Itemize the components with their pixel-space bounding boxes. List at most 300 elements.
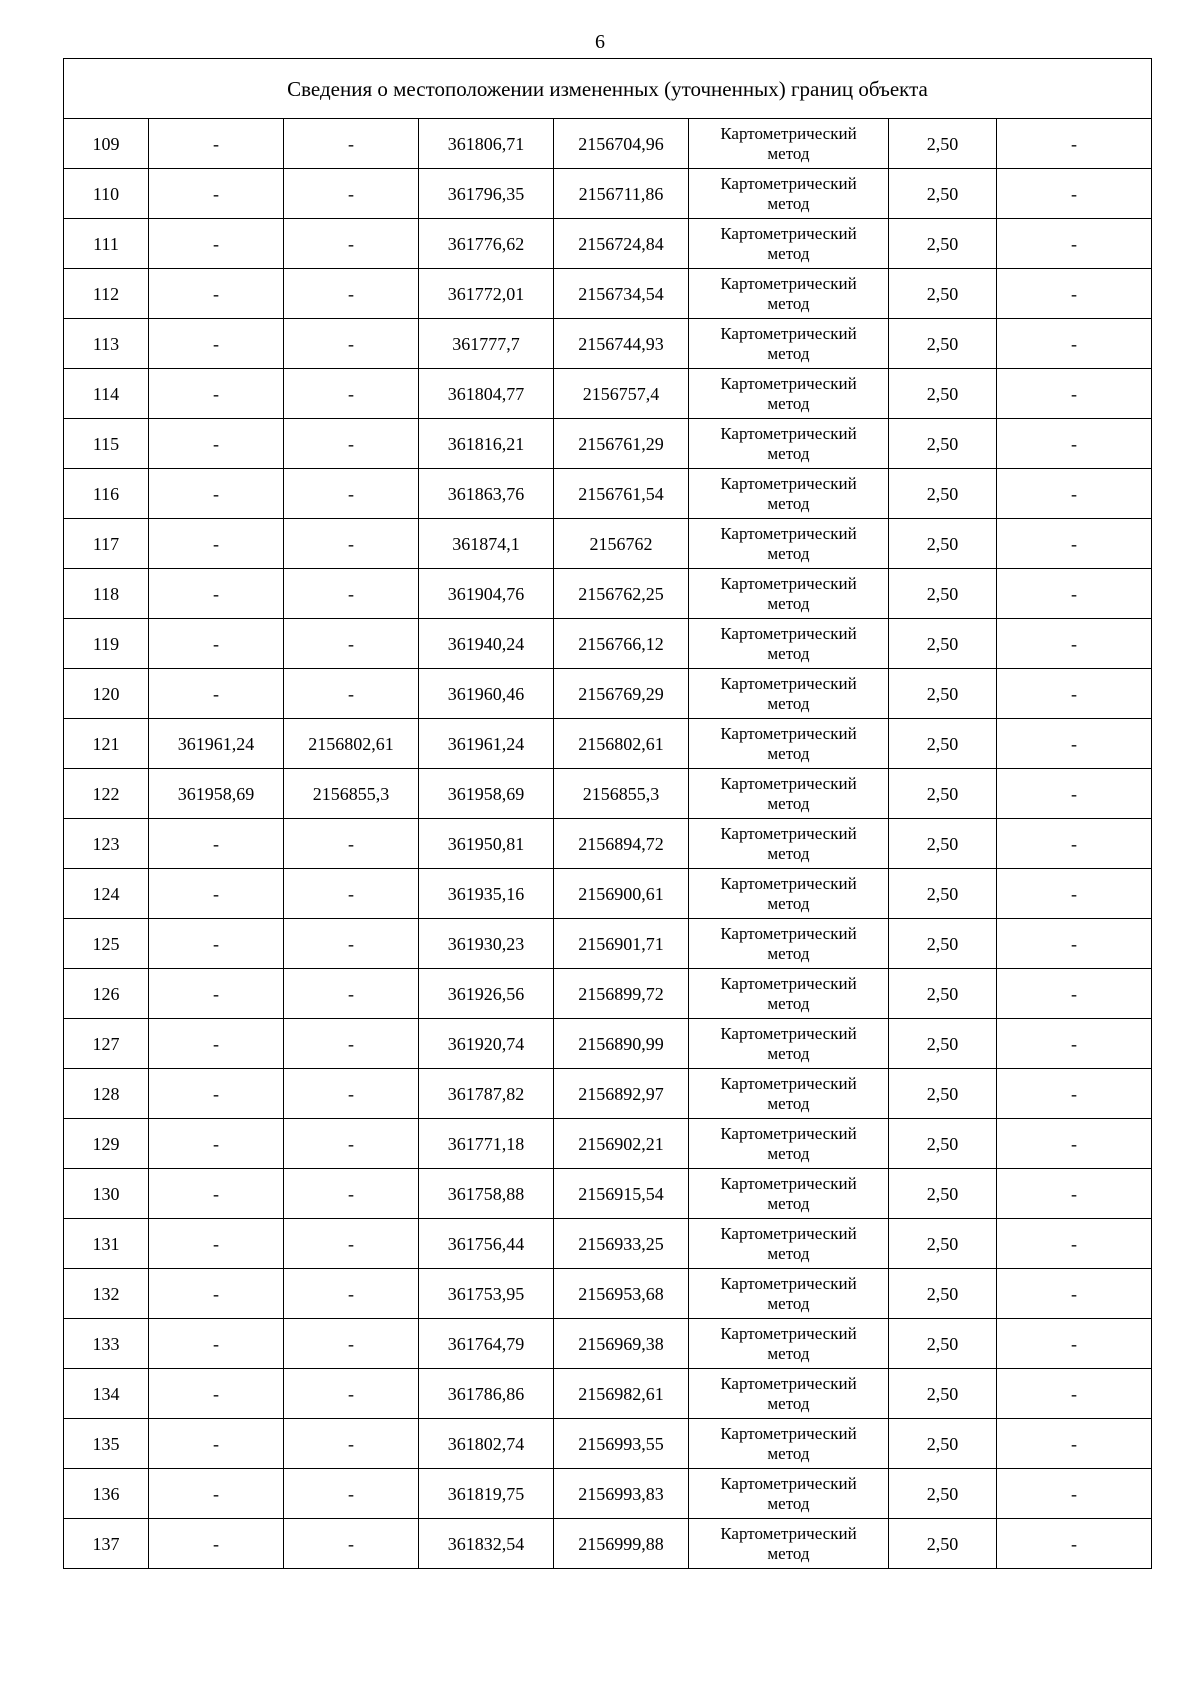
new-y-cell: 2156802,61 [554,719,689,769]
old-x-cell: - [149,419,284,469]
accuracy-cell: 2,50 [889,569,997,619]
point-number-cell: 110 [64,169,149,219]
new-y-cell: 2156744,93 [554,319,689,369]
accuracy-cell: 2,50 [889,1269,997,1319]
table-body [64,59,1152,1569]
accuracy-cell: 2,50 [889,1169,997,1219]
old-y-cell: - [284,1519,419,1569]
point-number-cell: 126 [64,969,149,1019]
new-x-cell: 361832,54 [419,1519,554,1569]
old-x-cell: - [149,1419,284,1469]
method-line1: Картометрический [720,523,857,543]
new-y-cell: 2156982,61 [554,1369,689,1419]
old-x-cell: - [149,869,284,919]
method-cell [689,1369,889,1419]
method-cell [689,969,889,1019]
old-y-cell: - [284,1119,419,1169]
new-x-cell: 361804,77 [419,369,554,419]
old-x-cell: - [149,569,284,619]
method-line1: Картометрический [720,623,857,643]
point-number-cell: 118 [64,569,149,619]
point-number-cell: 127 [64,1019,149,1069]
method-line1: Картометрический [720,473,857,493]
table-row [64,1069,1152,1119]
point-number-cell: 113 [64,319,149,369]
description-cell: - [997,969,1152,1019]
page-number: 6 [595,31,605,53]
method-cell [689,819,889,869]
table-row [64,869,1152,919]
method-line2: метод [767,193,810,213]
method-cell [689,119,889,169]
description-cell: - [997,919,1152,969]
method-line2: метод [767,1443,810,1463]
description-cell: - [997,119,1152,169]
method-cell [689,1219,889,1269]
method-line2: метод [767,793,810,813]
accuracy-cell: 2,50 [889,419,997,469]
old-x-cell: - [149,519,284,569]
new-y-cell: 2156901,71 [554,919,689,969]
accuracy-cell: 2,50 [889,719,997,769]
new-y-cell: 2156953,68 [554,1269,689,1319]
old-x-cell: - [149,369,284,419]
new-x-cell: 361874,1 [419,519,554,569]
point-number-cell: 115 [64,419,149,469]
description-cell: - [997,1319,1152,1369]
point-number-cell: 109 [64,119,149,169]
method-line1: Картометрический [720,1473,857,1493]
description-cell: - [997,1169,1152,1219]
new-x-cell: 361771,18 [419,1119,554,1169]
method-line1: Картометрический [720,973,857,993]
table-row [64,819,1152,869]
accuracy-cell: 2,50 [889,319,997,369]
new-y-cell: 2156894,72 [554,819,689,869]
old-y-cell: - [284,669,419,719]
method-line1: Картометрический [720,173,857,193]
old-y-cell: - [284,819,419,869]
table-title-row [64,59,1152,119]
new-x-cell: 361961,24 [419,719,554,769]
new-y-cell: 2156762,25 [554,569,689,619]
method-line2: метод [767,593,810,613]
new-y-cell: 2156915,54 [554,1169,689,1219]
new-x-cell: 361816,21 [419,419,554,469]
old-x-cell: - [149,1119,284,1169]
accuracy-cell: 2,50 [889,519,997,569]
table-row [64,1019,1152,1069]
method-cell [689,669,889,719]
table-row [64,919,1152,969]
description-cell: - [997,1119,1152,1169]
old-y-cell: - [284,219,419,269]
table-row [64,419,1152,469]
new-x-cell: 361764,79 [419,1319,554,1369]
new-x-cell: 361920,74 [419,1019,554,1069]
new-x-cell: 361930,23 [419,919,554,969]
accuracy-cell: 2,50 [889,1519,997,1569]
old-y-cell: - [284,1369,419,1419]
description-cell: - [997,769,1152,819]
description-cell: - [997,869,1152,919]
method-line2: метод [767,393,810,413]
description-cell: - [997,719,1152,769]
accuracy-cell: 2,50 [889,1119,997,1169]
accuracy-cell: 2,50 [889,1019,997,1069]
table-row [64,619,1152,669]
new-x-cell: 361787,82 [419,1069,554,1119]
new-x-cell: 361776,62 [419,219,554,269]
new-x-cell: 361806,71 [419,119,554,169]
new-y-cell: 2156724,84 [554,219,689,269]
table-row [64,669,1152,719]
method-line1: Картометрический [720,1073,857,1093]
old-y-cell: - [284,969,419,1019]
old-y-cell: - [284,1069,419,1119]
method-cell [689,1469,889,1519]
old-y-cell: - [284,519,419,569]
table-title: Сведения о местоположении измененных (уточненных) границ объекта [64,59,1152,119]
point-number-cell: 120 [64,669,149,719]
description-cell: - [997,1019,1152,1069]
method-cell [689,719,889,769]
new-x-cell: 361786,86 [419,1369,554,1419]
accuracy-cell: 2,50 [889,619,997,669]
accuracy-cell: 2,50 [889,169,997,219]
method-line2: метод [767,843,810,863]
table-row [64,469,1152,519]
method-cell [689,1519,889,1569]
new-x-cell: 361758,88 [419,1169,554,1219]
old-x-cell: - [149,1169,284,1219]
method-cell [689,619,889,669]
new-y-cell: 2156902,21 [554,1119,689,1169]
method-line2: метод [767,1043,810,1063]
point-number-cell: 122 [64,769,149,819]
description-cell: - [997,319,1152,369]
old-x-cell: - [149,219,284,269]
old-x-cell: - [149,969,284,1019]
old-y-cell: - [284,419,419,469]
accuracy-cell: 2,50 [889,819,997,869]
point-number-cell: 132 [64,1269,149,1319]
method-line2: метод [767,893,810,913]
old-x-cell: - [149,619,284,669]
table-row [64,1419,1152,1469]
method-line1: Картометрический [720,673,857,693]
new-x-cell: 361940,24 [419,619,554,669]
table-row [64,1469,1152,1519]
accuracy-cell: 2,50 [889,919,997,969]
method-cell [689,469,889,519]
method-line2: метод [767,1193,810,1213]
table-row [64,319,1152,369]
method-line2: метод [767,943,810,963]
new-y-cell: 2156899,72 [554,969,689,1019]
method-line1: Картометрический [720,1323,857,1343]
description-cell: - [997,169,1152,219]
new-x-cell: 361756,44 [419,1219,554,1269]
description-cell: - [997,269,1152,319]
description-cell: - [997,569,1152,619]
method-line1: Картометрический [720,1123,857,1143]
method-line2: метод [767,993,810,1013]
old-y-cell: - [284,469,419,519]
point-number-cell: 134 [64,1369,149,1419]
method-line1: Картометрический [720,423,857,443]
old-y-cell: 2156855,3 [284,769,419,819]
old-x-cell: - [149,669,284,719]
description-cell: - [997,1219,1152,1269]
description-cell: - [997,1519,1152,1569]
method-cell [689,1269,889,1319]
new-y-cell: 2156762 [554,519,689,569]
table-row [64,119,1152,169]
method-cell [689,1419,889,1469]
method-cell [689,419,889,469]
old-y-cell: 2156802,61 [284,719,419,769]
accuracy-cell: 2,50 [889,219,997,269]
old-y-cell: - [284,369,419,419]
method-cell [689,219,889,269]
old-y-cell: - [284,269,419,319]
table-row [64,1319,1152,1369]
new-y-cell: 2156761,29 [554,419,689,469]
old-y-cell: - [284,1269,419,1319]
accuracy-cell: 2,50 [889,869,997,919]
description-cell: - [997,1269,1152,1319]
method-line1: Картометрический [720,1223,857,1243]
method-line2: метод [767,293,810,313]
description-cell: - [997,619,1152,669]
old-x-cell: - [149,1519,284,1569]
old-y-cell: - [284,119,419,169]
boundary-coordinates-table [63,58,1152,1569]
new-x-cell: 361950,81 [419,819,554,869]
new-y-cell: 2156855,3 [554,769,689,819]
old-y-cell: - [284,1469,419,1519]
method-line1: Картометрический [720,123,857,143]
point-number-cell: 128 [64,1069,149,1119]
new-x-cell: 361753,95 [419,1269,554,1319]
method-line2: метод [767,1343,810,1363]
old-y-cell: - [284,619,419,669]
accuracy-cell: 2,50 [889,1469,997,1519]
point-number-cell: 121 [64,719,149,769]
method-cell [689,869,889,919]
method-line1: Картометрический [720,923,857,943]
table-row [64,1519,1152,1569]
old-y-cell: - [284,319,419,369]
old-x-cell: - [149,269,284,319]
method-line1: Картометрический [720,823,857,843]
accuracy-cell: 2,50 [889,1369,997,1419]
point-number-cell: 129 [64,1119,149,1169]
table-row [64,169,1152,219]
accuracy-cell: 2,50 [889,669,997,719]
description-cell: - [997,669,1152,719]
point-number-cell: 125 [64,919,149,969]
new-y-cell: 2156892,97 [554,1069,689,1119]
point-number-cell: 123 [64,819,149,869]
description-cell: - [997,1069,1152,1119]
new-x-cell: 361904,76 [419,569,554,619]
accuracy-cell: 2,50 [889,469,997,519]
new-y-cell: 2156766,12 [554,619,689,669]
table-row [64,969,1152,1019]
method-cell [689,1169,889,1219]
old-x-cell: - [149,1019,284,1069]
method-line1: Картометрический [720,1523,857,1543]
point-number-cell: 131 [64,1219,149,1269]
method-line2: метод [767,443,810,463]
old-x-cell: - [149,119,284,169]
old-x-cell: - [149,1069,284,1119]
method-line2: метод [767,343,810,363]
new-y-cell: 2156711,86 [554,169,689,219]
new-x-cell: 361802,74 [419,1419,554,1469]
table-row [64,1169,1152,1219]
description-cell: - [997,419,1152,469]
method-cell [689,319,889,369]
table-row [64,719,1152,769]
new-y-cell: 2156734,54 [554,269,689,319]
method-line2: метод [767,1143,810,1163]
method-cell [689,1019,889,1069]
new-y-cell: 2156769,29 [554,669,689,719]
new-x-cell: 361926,56 [419,969,554,1019]
old-x-cell: - [149,169,284,219]
new-y-cell: 2156890,99 [554,1019,689,1069]
method-line2: метод [767,643,810,663]
accuracy-cell: 2,50 [889,1419,997,1469]
new-y-cell: 2156969,38 [554,1319,689,1369]
new-x-cell: 361958,69 [419,769,554,819]
point-number-cell: 116 [64,469,149,519]
method-line1: Картометрический [720,1423,857,1443]
method-cell [689,369,889,419]
method-line2: метод [767,543,810,563]
table-row [64,1119,1152,1169]
description-cell: - [997,1469,1152,1519]
old-y-cell: - [284,1019,419,1069]
method-line2: метод [767,1293,810,1313]
method-line1: Картометрический [720,723,857,743]
point-number-cell: 136 [64,1469,149,1519]
old-y-cell: - [284,1219,419,1269]
old-x-cell: 361961,24 [149,719,284,769]
old-y-cell: - [284,919,419,969]
old-x-cell: - [149,1319,284,1369]
method-cell [689,519,889,569]
old-y-cell: - [284,1419,419,1469]
method-cell [689,1119,889,1169]
old-y-cell: - [284,169,419,219]
point-number-cell: 135 [64,1419,149,1469]
accuracy-cell: 2,50 [889,969,997,1019]
new-x-cell: 361935,16 [419,869,554,919]
new-x-cell: 361863,76 [419,469,554,519]
method-line1: Картометрический [720,773,857,793]
new-x-cell: 361819,75 [419,1469,554,1519]
method-line2: метод [767,1543,810,1563]
accuracy-cell: 2,50 [889,269,997,319]
old-x-cell: - [149,819,284,869]
table-row [64,219,1152,269]
old-y-cell: - [284,1169,419,1219]
description-cell: - [997,1419,1152,1469]
old-y-cell: - [284,1319,419,1369]
method-line1: Картометрический [720,323,857,343]
old-x-cell: - [149,469,284,519]
method-line1: Картометрический [720,223,857,243]
description-cell: - [997,469,1152,519]
method-line2: метод [767,493,810,513]
method-cell [689,169,889,219]
method-cell [689,769,889,819]
table-row [64,569,1152,619]
accuracy-cell: 2,50 [889,1069,997,1119]
old-x-cell: 361958,69 [149,769,284,819]
point-number-cell: 119 [64,619,149,669]
new-y-cell: 2156757,4 [554,369,689,419]
old-y-cell: - [284,569,419,619]
table-row [64,269,1152,319]
description-cell: - [997,369,1152,419]
method-line2: метод [767,243,810,263]
old-x-cell: - [149,1219,284,1269]
table-row [64,1369,1152,1419]
method-cell [689,1319,889,1369]
method-cell [689,919,889,969]
method-line1: Картометрический [720,573,857,593]
description-cell: - [997,819,1152,869]
point-number-cell: 130 [64,1169,149,1219]
old-x-cell: - [149,1469,284,1519]
point-number-cell: 114 [64,369,149,419]
method-cell [689,569,889,619]
description-cell: - [997,219,1152,269]
new-y-cell: 2156900,61 [554,869,689,919]
new-y-cell: 2156933,25 [554,1219,689,1269]
accuracy-cell: 2,50 [889,1319,997,1369]
new-y-cell: 2156761,54 [554,469,689,519]
method-line1: Картометрический [720,273,857,293]
point-number-cell: 137 [64,1519,149,1569]
old-x-cell: - [149,319,284,369]
accuracy-cell: 2,50 [889,769,997,819]
new-x-cell: 361796,35 [419,169,554,219]
table-row [64,519,1152,569]
new-y-cell: 2156993,55 [554,1419,689,1469]
method-line2: метод [767,743,810,763]
method-line2: метод [767,1393,810,1413]
accuracy-cell: 2,50 [889,1219,997,1269]
point-number-cell: 133 [64,1319,149,1369]
table-row [64,1269,1152,1319]
method-line1: Картометрический [720,1023,857,1043]
new-y-cell: 2156993,83 [554,1469,689,1519]
new-y-cell: 2156999,88 [554,1519,689,1569]
new-x-cell: 361960,46 [419,669,554,719]
table-row [64,1219,1152,1269]
method-cell [689,269,889,319]
old-x-cell: - [149,1269,284,1319]
point-number-cell: 117 [64,519,149,569]
method-line2: метод [767,1493,810,1513]
method-line1: Картометрический [720,873,857,893]
